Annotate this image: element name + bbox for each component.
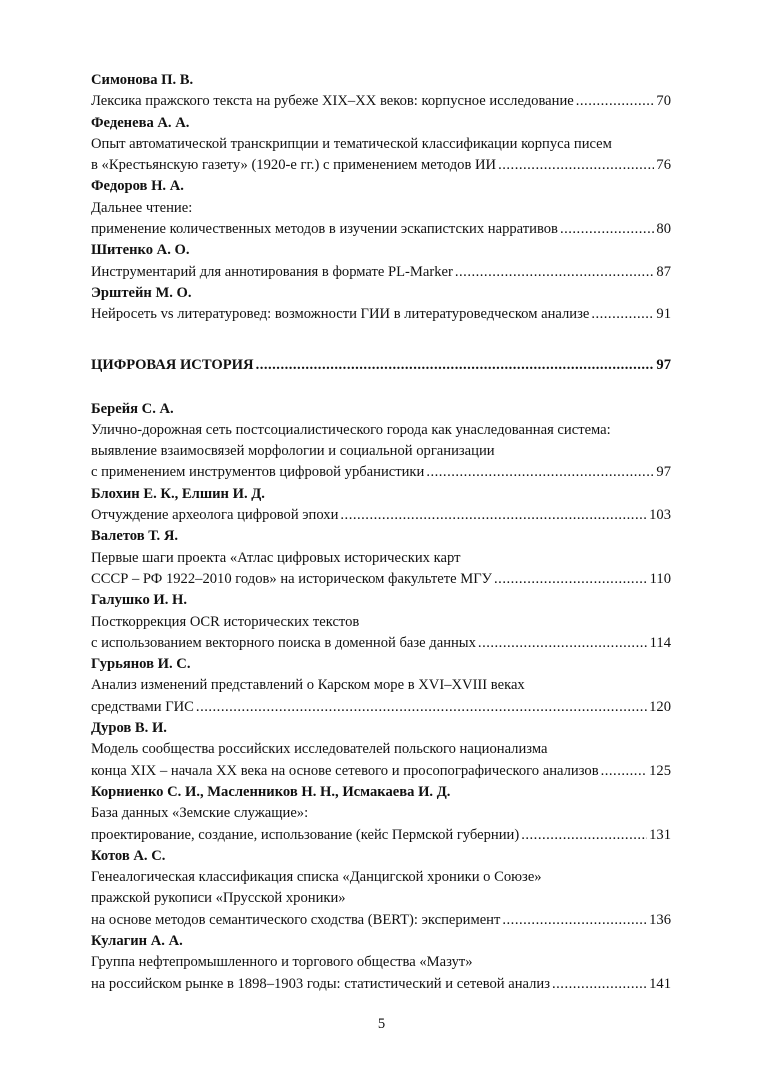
entry-title-line: Анализ изменений представлений о Карском море в XVI–XVIII веках [91,677,525,694]
toc-entry [91,484,671,527]
leader-dots [601,761,648,782]
entry-title-text: на основе методов семантического сходства (BERT): эксперимент [91,911,501,928]
entry-title-line [91,91,671,112]
entries-before [91,70,671,326]
entry-title-line [91,219,671,240]
entry-title-text: применение количественных методов в изучении эскапистских нарративов [91,221,558,238]
entry-title-text: Отчуждение археолога цифровой эпохи [91,507,339,524]
entry-title-line: выявление взаимосвязей морфологии и социальной организации [91,443,495,460]
entry-authors: Котов А. С. [91,847,166,864]
entry-authors: Симонова П. В. [91,72,194,88]
entry-title-line: пражской рукописи «Прусской хроники» [91,890,346,907]
entry-authors: Федоров Н. А. [91,178,184,195]
entry-title-line [91,505,671,526]
entry-authors: Кулагин А. А. [91,932,183,949]
entry-title-line: Первые шаги проекта «Атлас цифровых исторических карт [91,549,461,566]
entry-authors: Гурьянов И. С. [91,656,191,673]
entry-title-line: Улично-дорожная сеть постсоциалистического города как унаследованная система: [91,421,611,438]
leader-dots [256,348,655,382]
entry-page: 141 [649,975,671,992]
entry-authors: Валетов Т. Я. [91,528,179,545]
entry-authors: Берейя С. А. [91,400,174,417]
leader-dots [196,697,647,718]
toc-entry [91,846,671,931]
entry-title-line [91,974,671,995]
entry-page: 120 [649,698,671,715]
leader-dots [340,505,647,526]
toc-entry [91,718,671,782]
entry-authors: Галушко И. Н. [91,592,188,609]
leader-dots [455,262,655,283]
entry-title-line: Модель сообщества российских исследователей польского национализма [91,741,548,758]
entry-page: 80 [656,221,671,238]
entry-title-text: на российском рынке в 1898–1903 годы: статистический и сетевой анализ [91,975,550,992]
leader-dots [552,974,647,995]
entry-title-text: Инструментарий для аннотирования в формате PL-Marker [91,263,453,280]
entry-title-line: Дальнее чтение: [91,199,193,216]
entry-authors: Шитенко А. О. [91,242,190,259]
table-of-contents [91,70,671,995]
toc-entry [91,113,671,177]
leader-dots [502,910,647,931]
entry-page: 125 [649,762,671,779]
entry-title-text: Нейросеть vs литературовед: возможности ГИИ в литературоведческом анализе [91,306,590,323]
toc-entry [91,931,671,995]
entry-title-line: Группа нефтепромышленного и торгового общества «Мазут» [91,954,473,971]
entry-page: 110 [649,570,671,587]
entry-authors: Эрштейн М. О. [91,284,192,301]
entry-title-text: средствами ГИС [91,698,194,715]
entry-authors: Феденева А. А. [91,114,190,131]
page-number: 5 [377,1016,386,1032]
entry-page: 114 [649,634,671,651]
entry-authors: Блохин Е. К., Елшин И. Д. [91,485,265,502]
entry-title-line [91,633,671,654]
entry-title-line: Опыт автоматической транскрипции и тематической классификации корпуса писем [91,135,612,152]
entry-page: 76 [656,157,671,174]
section-heading [91,348,671,382]
entry-title-text: с применением инструментов цифровой урбанистики [91,464,425,481]
entry-page: 131 [649,826,671,843]
toc-entry [91,526,671,590]
toc-entry [91,70,671,113]
section-title: ЦИФРОВАЯ ИСТОРИЯ [91,356,254,373]
entry-title-text: проектирование, создание, использование (кейс Пермской губернии) [91,826,520,843]
entry-page: 136 [649,911,671,928]
entry-title-line [91,155,671,176]
entry-title-line [91,910,671,931]
entry-title-line [91,761,671,782]
entry-title-line [91,304,671,325]
toc-entry [91,176,671,240]
entry-authors: Корниенко С. И., Масленников Н. Н., Исмакаева И. Д. [91,783,451,800]
entries-after [91,399,671,995]
leader-dots [494,569,648,590]
entry-title-line [91,462,671,483]
entry-title-line: База данных «Земские служащие»: [91,805,309,822]
leader-dots [576,91,655,112]
entry-title-text: в «Крестьянскую газету» (1920-е гг.) с применением методов ИИ [91,157,497,174]
entry-page: 87 [656,263,671,280]
entry-title-line [91,697,671,718]
toc-entry [91,283,671,326]
entry-page: 97 [656,464,671,481]
leader-dots [498,155,654,176]
leader-dots [426,462,654,483]
toc-entry [91,590,671,654]
leader-dots [560,219,654,240]
entry-title-line: Посткоррекция OCR исторических текстов [91,613,360,630]
entry-page: 103 [649,507,671,524]
toc-entry [91,782,671,846]
entry-title-line [91,825,671,846]
toc-entry [91,654,671,718]
entry-title-text: с использованием векторного поиска в доменной базе данных [91,634,476,651]
entry-title-line: Генеалогическая классификация списка «Данцигской хроники о Союзе» [91,869,542,886]
toc-entry [91,399,671,484]
leader-dots [478,633,648,654]
entry-page: 70 [656,93,671,110]
leader-dots [521,825,647,846]
entry-title-line [91,569,671,590]
leader-dots [591,304,654,325]
entry-title-text: СССР – РФ 1922–2010 годов» на историческом факультете МГУ [91,570,493,587]
entry-title-text: Лексика пражского текста на рубеже XIX–XX веков: корпусное исследование [91,93,574,110]
entry-page: 91 [656,306,671,323]
toc-entry [91,240,671,283]
entry-title-line [91,262,671,283]
section-page: 97 [656,356,671,373]
entry-title-text: конца XIX – начала XX века на основе сетевого и просопографического анализов [91,762,599,779]
entry-authors: Дуров В. И. [91,720,167,737]
